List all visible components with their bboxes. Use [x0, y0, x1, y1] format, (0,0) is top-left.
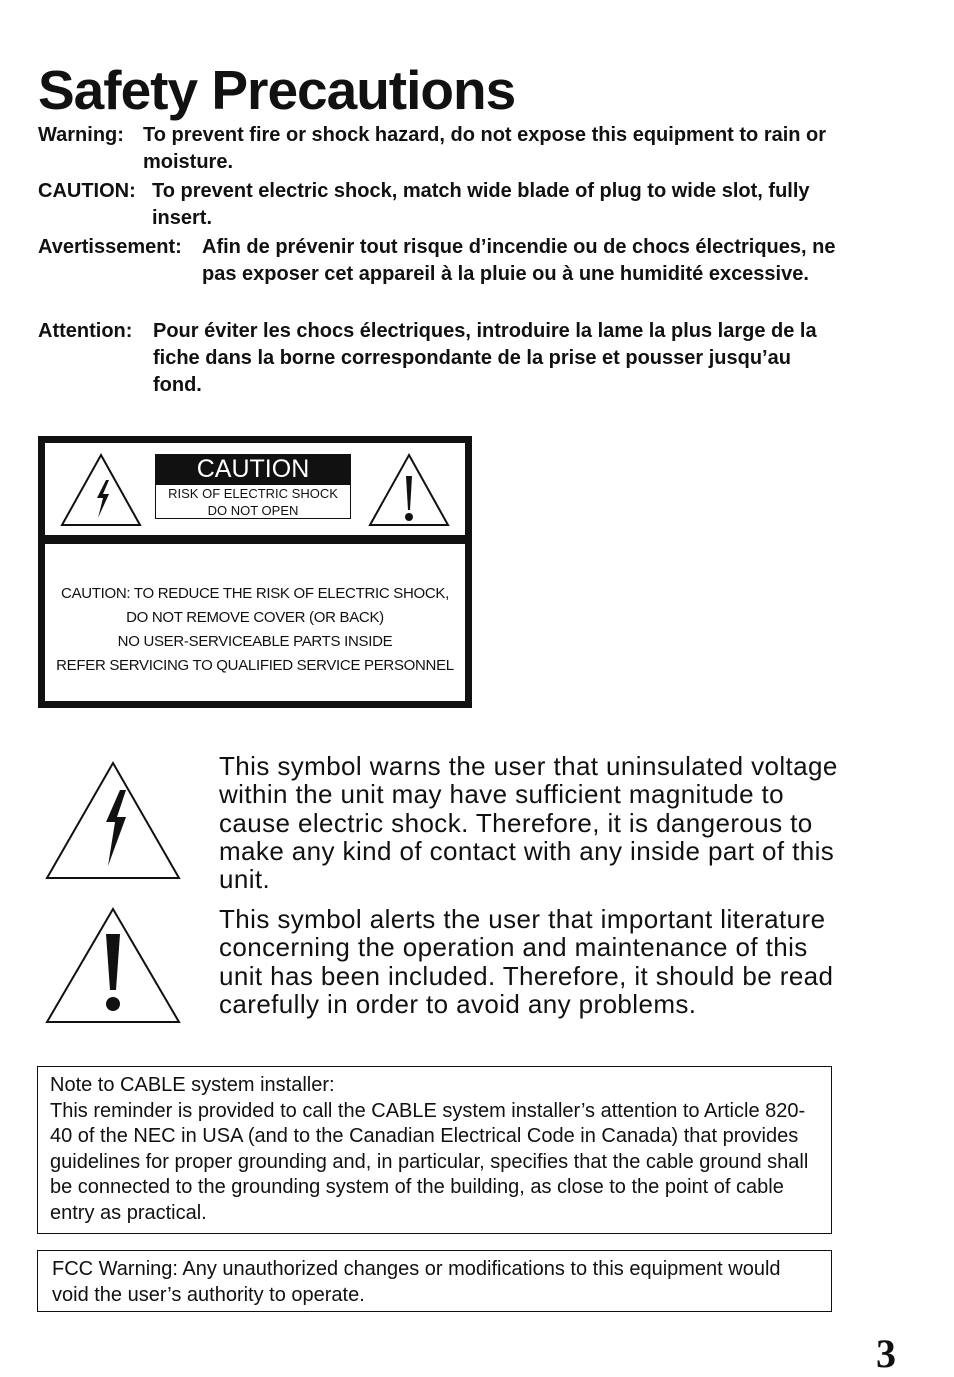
caution-english — [38, 178, 868, 232]
caution-notice-line: CAUTION: TO REDUCE THE RISK OF ELECTRIC SHOCK, — [61, 585, 449, 602]
caution-text: To prevent electric shock, match wide blade of plug to wide slot, fully insert. — [152, 180, 810, 229]
caution-notice-line: NO USER-SERVICEABLE PARTS INSIDE — [117, 633, 393, 650]
attention-label: Attention: — [38, 320, 133, 342]
caution-label-heading: CAUTION — [155, 454, 351, 485]
fcc-warning-box — [37, 1250, 832, 1312]
caution-panel — [38, 436, 472, 708]
avertissement-label: Avertissement: — [38, 236, 182, 258]
cable-note-body: This reminder is provided to call the CABLE system installer’s attention to Article 820-40 of the NEC in USA (and to the Canadian Electrical Code in Canada) that provides guidelines for proper grounding and, in particular, specifies that the cable ground shall be connected to the grounding system of the building, as close to the point of cable entry as practical. — [50, 1099, 809, 1224]
warning-text: To prevent fire or shock hazard, do not expose this equipment to rain or moisture. — [143, 124, 827, 173]
lightning-warning-icon — [59, 452, 143, 528]
attention-text: Pour éviter les chocs électriques, introduire la lame la plus large de la fiche dans la borne correspondante de la prise et pousser jusqu’au fond. — [153, 320, 817, 396]
page-title: Safety Precautions — [38, 59, 516, 121]
warning-label: Warning: — [38, 124, 124, 146]
lightning-symbol-description: This symbol warns the user that uninsulated voltage within the unit may have sufficient magnitude to cause electric shock. Therefore, it is dangerous to make any kind of contact with any inside part of this unit. — [219, 751, 838, 895]
avertissement-text: Afin de prévenir tout risque d’incendie ou de chocs électriques, ne pas exposer cet appareil à la pluie ou à une humidité excessive. — [202, 236, 836, 285]
caution-label-sub — [155, 485, 351, 519]
exclamation-warning-icon — [367, 452, 451, 528]
warning-english — [38, 122, 868, 176]
caution-label-line2: DO NOT OPEN — [207, 503, 299, 518]
caution-label-plate — [155, 454, 351, 531]
caution-panel-bottom — [45, 544, 465, 701]
exclamation-symbol-icon — [44, 906, 182, 1026]
caution-label-line1: RISK OF ELECTRIC SHOCK — [168, 486, 338, 501]
fcc-warning-text: FCC Warning: Any unauthorized changes or modifications to this equipment would void the user’s authority to operate. — [52, 1258, 781, 1306]
page-number: 3 — [876, 1331, 896, 1376]
caution-notice — [45, 582, 465, 678]
caution-notice-line: DO NOT REMOVE COVER (OR BACK) — [126, 609, 384, 626]
caution-panel-top — [45, 443, 465, 535]
attention-french — [38, 318, 838, 399]
exclamation-symbol-description: This symbol alerts the user that important literature concerning the operation and maintenance of this unit has been included. Therefore, it should be read carefully in order to avoid any problems. — [219, 904, 834, 1019]
avertissement-french — [38, 234, 850, 315]
cable-note-heading: Note to CABLE system installer: — [50, 1074, 335, 1096]
caution-label: CAUTION: — [38, 180, 136, 202]
lightning-symbol-icon — [44, 760, 182, 882]
caution-notice-line: REFER SERVICING TO QUALIFIED SERVICE PERSONNEL — [56, 657, 454, 674]
cable-installer-note — [37, 1066, 832, 1234]
